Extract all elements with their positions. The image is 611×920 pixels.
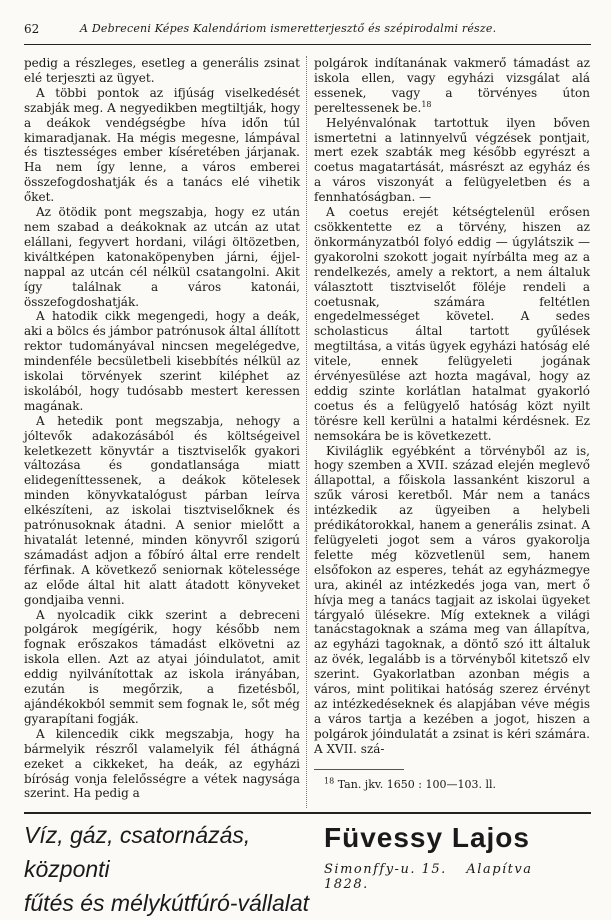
paragraph: A többi pontok az ifjúság viselkedését szabják meg. A negyedikben megtiltják, hogy a deákok vendégségbe híva időn túl kimaradjanak. Ha mégis megesne, lámpával és tisztességes ember kíséretében járjanak. Ha nem így lenne, a város emberei összefogdoshatják és a tanács elé vihetik őket. <box>24 85 300 205</box>
page-number: 62 <box>24 22 40 36</box>
footnote-reference: 18 <box>421 99 432 109</box>
advertisement-address: Simonffy-u. 15. <box>324 862 447 877</box>
paragraph: A hetedik pont megszabja, nehogy a jóltevők adakozásából és költségeivel keletkezett könyvtár a tisztviselők gyakori változása és gondatlansága miatt elidegeníttessenek, a deákok kötelesek minden könyvkatalógust párban leírva elkészíteni, az iskolai tisztviselőknek és patrónusoknak átadni. A senior mielőtt a hivatalát letenné, minden könyvről szigorú számadást adjon a főbíró által erre rendelt férfinak. A következő seniornak kötelessége az előde által hit alatt átadott könyveket gondjaiba venni. <box>24 413 300 607</box>
advertisement <box>24 818 591 916</box>
paragraph: A hatodik cikk megengedi, hogy a deák, aki a bölcs és jámbor patrónusok által állított rektor tudományával nincsen megelégedve, mindenféle becsületbeli kisebbítés nélkül az iskolai törvények szerint kiléphet az iskolából, hogy tudósabb mestert keressen magának. <box>24 309 300 413</box>
footnote-rule <box>314 769 404 770</box>
advertisement-company: Füvessy Lajos <box>324 822 530 853</box>
right-column <box>314 56 590 791</box>
paragraph: pedig a részleges, esetleg a generális zsinat elé terjeszti az ügyet. <box>24 56 300 85</box>
advertisement-address-line <box>324 862 594 892</box>
footnote-marker: 18 <box>324 775 335 785</box>
paragraph: A nyolcadik cikk szerint a debreceni polgárok megígérik, hogy később nem fognak erőszakos támadást elkövetni az iskola ellen. Azt az atyai jóindulatot, amit eddig nyilvánítottak az iskola irányában, ezután is megőrzik, a fizetésből, ajándékokból semmit sem fognak le, sőt még gyarapítani fogják. <box>24 607 300 726</box>
paragraph: Az ötödik pont megszabja, hogy ez után nem szabad a deákoknak az utcán az utat elállani, fegyvert hordani, világi öltözetben, kiváltképen katonaköpenyben járni, éjjel-nappal az utcán cél nélkül csatangolni. Akit így találnak a város katonái, összefogdoshatják. <box>24 205 300 309</box>
page-header <box>24 16 591 38</box>
header-rule <box>24 44 591 45</box>
footnote <box>314 775 590 791</box>
paragraph: Kiviláglik egyébként a törvényből az is, hogy szemben a XVII. század elején meglevő állapottal, a főiskola lassanként kiszorul a szűk városi keretből. Már nem a tanács intézkedik az ügyeiben a helybeli prédikátorokkal, hanem a generális zsinat. A felügyeleti jogot sem a város gyakorolja felette még közvetlenül sem, hanem elsőfokon az esperes, tehát az egyházmegye ura, akinél az intézkedés joga van, mert ő hívja meg a tanács tagjait az iskolai ügyeket tárgyaló ülésekre. Míg exteknek a világi tanácstagoknak a száma meg van állapítva, az egyházi tagoknak, a döntő szó itt általuk az övék, legalább is a törvényből kitetsző elv szerint. Gyakorlatban azonban mégis a város, mint politikai hatóság szerez érvényt az intézkedéseknek és alapjában véve mégis a város tartja a kezében a jogot, hiszen a polgárok jóindulatát a zsinat is kéri számára. A XVII. szá- <box>314 443 590 756</box>
paragraph: A coetus erejét kétségtelenül erősen csökkentette ez a törvény, hiszen az önkormányzatból folyó eddig — úgylátszik — gyakorolni szokott jogait nyírbálta meg az a rendelkezés, amely a rektort, a nem általuk választott tisztviselőt föléje rendeli a coetusnak, számára feltétlen engedelmességet követel. A sedes scholasticus által tartott gyűlések megtiltása, a vitás ügyek egyházi hatóság elé vitele, ennek felügyeleti jogának érvényesülése azt hozta magával, hogy az eddig szinte korlátlan hatalmat gyakorló coetus és a felügyelő hatóság közt nyilt törésre kell kerülni a hatalmi kérdésnek. Ez nemsokára be is következett. <box>314 205 590 443</box>
paragraph: A kilencedik cikk megszabja, hogy ha bármelyik részről valamelyik fél áthágná ezeket a cikkeket, ha deák, az egyházi bíróság vonja felelősségre a vétek nagysága szerint. Ha pedig a <box>24 726 300 801</box>
advertisement-founded: Alapítva 1828. <box>324 862 533 892</box>
left-column <box>24 56 300 801</box>
footnote-text: Tan. jkv. 1650 : 100—103. ll. <box>337 777 496 791</box>
paragraph: Helyénvalónak tartottuk ilyen bőven ismertetni a latinnyelvű végzések pontjait, mert ezek szabták meg később egyrészt a coetus magatartását, másrészt az egyház és a város viszonyát a felügyeletben és a fennhatóságban. — <box>314 115 590 205</box>
advertisement-services <box>24 818 314 920</box>
column-divider <box>306 56 307 808</box>
paragraph <box>314 56 590 116</box>
paragraph-text: polgárok indítanának vakmerő támadást az iskola ellen, vagy egyházi vizsgálat alá essenek, vagy a törvényes úton pereltessenek be. <box>314 56 590 115</box>
advertisement-line: Víz, gáz, csatornázás, központi <box>24 822 251 882</box>
advertisement-rule <box>24 812 591 814</box>
running-title: A Debreceni Képes Kalendáriom ismeretterjesztő és szépirodalmi része. <box>80 22 497 35</box>
advertisement-line: fűtés és mélykútfúró-vállalat <box>24 890 310 916</box>
